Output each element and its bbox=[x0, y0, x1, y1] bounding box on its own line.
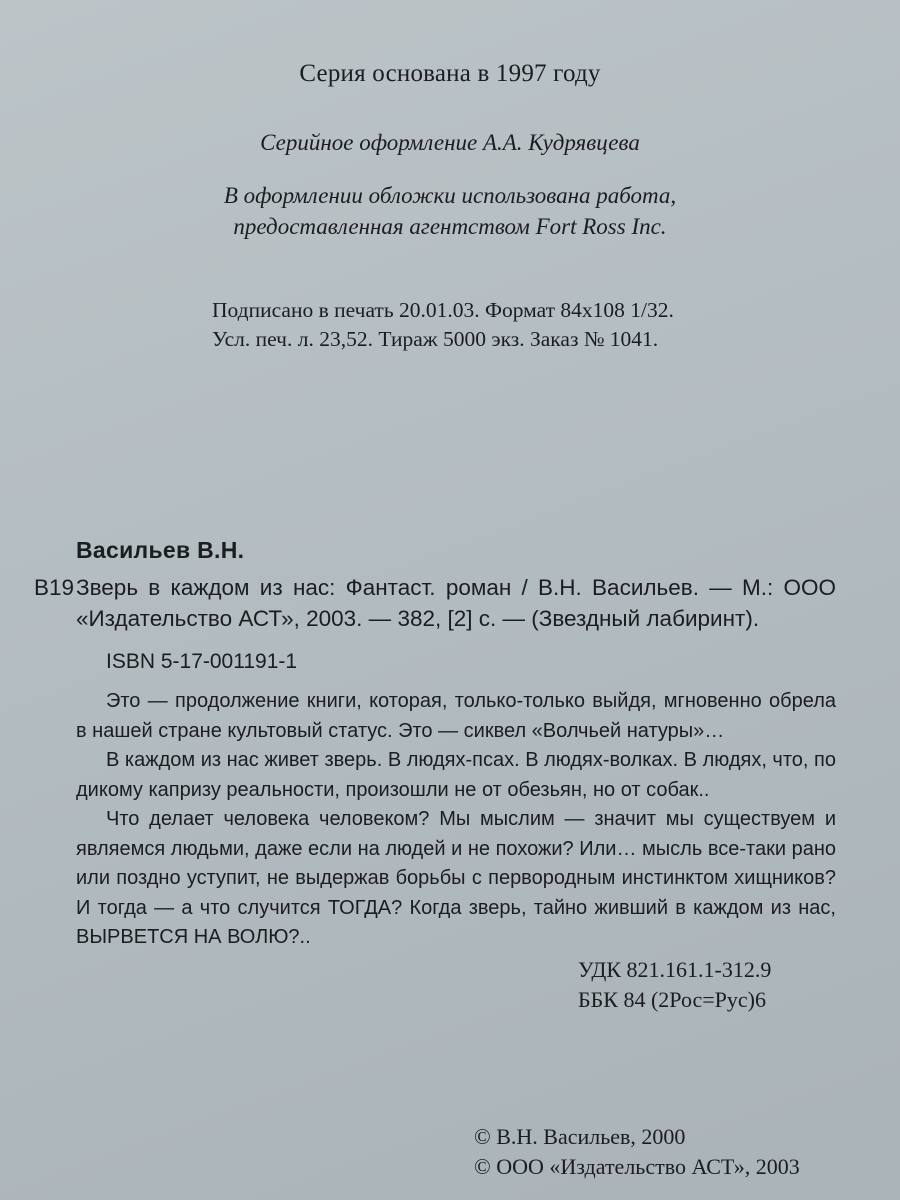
cover-credit-line: В оформлении обложки использована работа, bbox=[223, 183, 677, 208]
catalog-entry: Зверь в каждом из нас: Фантаст. роман / В.Н. Васильев. — М.: ООО «Издательство АСТ», 2003. — 382, [2] с. — (Звездный лабиринт). bbox=[76, 575, 836, 631]
print-info bbox=[212, 296, 674, 354]
copyright-notice bbox=[474, 1122, 800, 1182]
series-founded-line: Серия основана в 1997 году bbox=[299, 60, 601, 87]
copyright-line: © ООО «Издательство АСТ», 2003 bbox=[474, 1154, 800, 1179]
print-info-line: Подписано в печать 20.01.03. Формат 84x108 1/32. bbox=[212, 298, 674, 322]
classification-codes bbox=[578, 955, 771, 1015]
bbk-code: ББК 84 (2Рос=Рус)6 bbox=[578, 987, 766, 1012]
annotation-paragraph: Что делает человека человеком? Мы мыслим — значит мы существуем и являемся людьми, даже если на людей и не похожи? Или… мысль все-таки рано или поздно уступит, не выдержав борьбы с первородным инстинктом хищников? И тогда — а что случится ТОГДА? Когда зверь, тайно живший в каждом из нас, ВЫРВЕТСЯ НА ВОЛЮ?.. bbox=[76, 808, 836, 948]
isbn: ISBN 5-17-001191-1 bbox=[106, 650, 298, 673]
udk-code: УДК 821.161.1-312.9 bbox=[578, 957, 772, 982]
annotation bbox=[76, 687, 836, 953]
copyright-line: © В.Н. Васильев, 2000 bbox=[474, 1124, 686, 1149]
catalog-card bbox=[34, 535, 836, 953]
annotation-paragraph: Это — продолжение книги, которая, только-только выйдя, мгновенно обрела в нашей стране культовый статус. Это — сиквел «Волчьей натуры»… bbox=[76, 690, 836, 742]
catalog-index: В19 bbox=[34, 575, 75, 600]
series-design-credit: Серийное оформление А.А. Кудрявцева bbox=[260, 130, 640, 155]
catalog-author: Васильев В.Н. bbox=[76, 537, 245, 563]
annotation-paragraph: В каждом из нас живет зверь. В людях-псах. В людях-волках. В людях, что, по дикому капризу реальности, произошли не от обезьян, но от собак.. bbox=[76, 749, 836, 801]
cover-credit bbox=[0, 180, 900, 242]
catalog-entry-row bbox=[34, 572, 836, 634]
cover-credit-line: предоставленная агентством Fort Ross Inc. bbox=[233, 214, 667, 239]
print-info-line: Усл. печ. л. 23,52. Тираж 5000 экз. Заказ № 1041. bbox=[212, 327, 659, 351]
